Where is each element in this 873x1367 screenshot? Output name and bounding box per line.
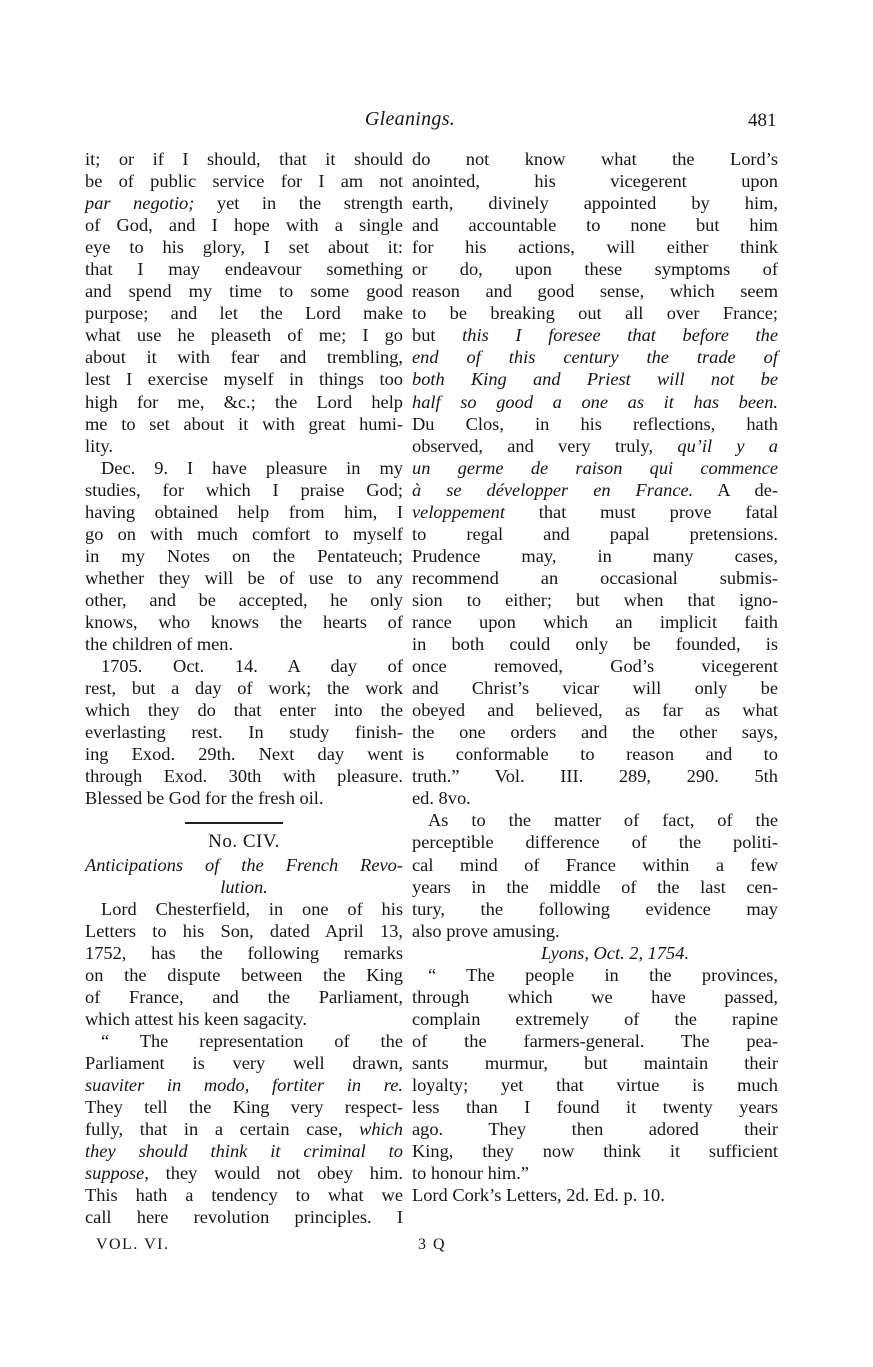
italic-text: un germe de raison qui commence bbox=[412, 457, 778, 478]
italic-text: à se développer en France. bbox=[412, 479, 694, 500]
text-line: whether they will be of use to any bbox=[85, 567, 403, 588]
section-number: No. CIV. bbox=[208, 831, 280, 853]
text-line: be of public service for I am not bbox=[85, 171, 403, 192]
running-head-title: Gleanings. bbox=[364, 108, 456, 130]
text-line: lest I exercise myself in things too bbox=[85, 369, 403, 390]
text-line: 1705. Oct. 14. A day of bbox=[101, 656, 403, 677]
italic-text: both King and Priest will not be bbox=[412, 369, 778, 390]
text-line: what use he pleaseth of me; I go bbox=[85, 325, 403, 346]
text-line: This hath a tendency to what we bbox=[85, 1185, 403, 1206]
text-line: loyalty; yet that virtue is much bbox=[412, 1074, 778, 1095]
text-line bbox=[412, 501, 778, 523]
text-line: recommend an occasional submis- bbox=[412, 567, 778, 588]
text-line: Du Clos, in his reflections, hath bbox=[412, 413, 778, 434]
text-line bbox=[412, 368, 778, 390]
text-segment: observed, and very truly, bbox=[412, 435, 678, 456]
italic-text: veloppement bbox=[412, 501, 505, 522]
text-line: They tell the King very respect- bbox=[85, 1097, 403, 1118]
text-line: once removed, God’s vicegerent bbox=[412, 656, 778, 677]
text-segment: that must prove fatal bbox=[504, 501, 778, 522]
text-line: rance upon which an implicit faith bbox=[412, 611, 778, 632]
text-line: that I may endeavour something bbox=[85, 259, 403, 280]
text-line: having obtained help from him, I bbox=[85, 501, 403, 522]
left-column bbox=[85, 148, 403, 1228]
text-line: “ The representation of the bbox=[101, 1030, 403, 1051]
text-line: anointed, his vicegerent upon bbox=[412, 171, 778, 192]
text-line bbox=[412, 346, 778, 368]
text-line: to regal and papal pretensions. bbox=[412, 523, 778, 544]
text-line bbox=[85, 1118, 403, 1140]
text-segment: they would not obey him. bbox=[148, 1163, 403, 1184]
text-line: other, and be accepted, he only bbox=[85, 589, 403, 610]
italic-text: they should think it criminal to bbox=[85, 1141, 403, 1162]
text-line: me to set about it with great humi- bbox=[85, 413, 403, 434]
text-line bbox=[412, 391, 778, 413]
running-head bbox=[0, 108, 873, 136]
text-line: reason and good sense, which seem bbox=[412, 281, 778, 302]
italic-text: suppose, bbox=[85, 1163, 149, 1184]
text-line bbox=[412, 479, 778, 501]
text-line: knows, who knows the hearts of bbox=[85, 611, 403, 632]
volume-label: VOL. VI. bbox=[96, 1236, 170, 1253]
text-line: sion to either; but when that igno- bbox=[412, 589, 778, 610]
text-line bbox=[412, 457, 778, 479]
text-line: go on with much comfort to myself bbox=[85, 523, 403, 544]
text-line: ago. They then adored their bbox=[412, 1119, 778, 1140]
text-line: which they do that enter into the bbox=[85, 700, 403, 721]
text-line bbox=[85, 1140, 403, 1162]
text-line: and Christ’s vicar will only be bbox=[412, 678, 778, 699]
text-line: tury, the following evidence may bbox=[412, 898, 778, 919]
text-line: Letters to his Son, dated April 13, bbox=[85, 920, 403, 941]
text-line: is conformable to reason and to bbox=[412, 744, 778, 765]
text-line: high for me, &c.; the Lord help bbox=[85, 391, 403, 412]
text-line: Lord Chesterfield, in one of his bbox=[101, 898, 403, 919]
text-line: eye to his glory, I set about it: bbox=[85, 237, 403, 258]
text-line bbox=[412, 324, 778, 346]
text-line: ing Exod. 29th. Next day went bbox=[85, 744, 403, 765]
text-line: through Exod. 30th with pleasure. bbox=[85, 766, 403, 787]
text-line: purpose; and let the Lord make bbox=[85, 303, 403, 324]
text-line: earth, divinely appointed by him, bbox=[412, 193, 778, 214]
text-line: rest, but a day of work; the work bbox=[85, 678, 403, 699]
page-number: 481 bbox=[748, 110, 777, 131]
text-line: Prudence may, in many cases, bbox=[412, 545, 778, 566]
right-column bbox=[412, 148, 778, 1206]
italic-text: qu’il y a bbox=[677, 435, 778, 456]
text-line: ed. 8vo. bbox=[412, 788, 471, 809]
text-line: “ The people in the provinces, bbox=[428, 964, 778, 985]
text-line: on the dispute between the King bbox=[85, 964, 403, 985]
text-line: through which we have passed, bbox=[412, 986, 778, 1007]
text-line: the one orders and the other says, bbox=[412, 722, 778, 743]
text-line bbox=[85, 1162, 403, 1184]
horizontal-rule bbox=[185, 822, 283, 824]
section-title-line-1: Anticipations of the French Revo- bbox=[85, 854, 403, 875]
text-line: for his actions, will either think bbox=[412, 237, 778, 258]
italic-text: par negotio; bbox=[85, 193, 195, 214]
text-segment: fully, that in a certain case, bbox=[85, 1119, 360, 1140]
text-line: everlasting rest. In study finish- bbox=[85, 722, 403, 743]
signature-mark: 3 Q bbox=[418, 1236, 447, 1253]
section-title-line-2: lution. bbox=[220, 876, 268, 897]
italic-text: half so good a one as it has been. bbox=[412, 391, 778, 412]
text-line: to be breaking out all over France; bbox=[412, 303, 778, 324]
text-line: Lord Cork’s Letters, 2d. Ed. p. 10. bbox=[412, 1185, 665, 1206]
left-column-text-after-section bbox=[85, 898, 403, 1229]
text-line: and accountable to none but him bbox=[412, 215, 778, 236]
italic-text: Lyons, Oct. 2, 1754. bbox=[540, 942, 690, 963]
text-line: or do, upon these symptoms of bbox=[412, 259, 778, 280]
text-line: which attest his keen sagacity. bbox=[85, 1008, 307, 1029]
text-line: Blessed be God for the fresh oil. bbox=[85, 788, 324, 809]
text-line: also prove amusing. bbox=[412, 920, 560, 941]
text-line: do not know what the Lord’s bbox=[412, 149, 778, 169]
text-line: to honour him.” bbox=[412, 1163, 529, 1184]
text-line bbox=[412, 942, 778, 964]
text-segment: A de- bbox=[693, 479, 778, 500]
text-line bbox=[85, 1074, 403, 1096]
text-line: Dec. 9. I have pleasure in my bbox=[101, 457, 403, 478]
text-line: it; or if I should, that it should bbox=[85, 149, 403, 169]
text-line: cal mind of France within a few bbox=[412, 854, 778, 875]
right-column-text bbox=[412, 148, 778, 1206]
text-line: sants murmur, but maintain their bbox=[412, 1052, 778, 1073]
text-segment: but bbox=[412, 325, 463, 346]
italic-text: which bbox=[359, 1119, 403, 1140]
text-line: Parliament is very well drawn, bbox=[85, 1052, 403, 1073]
text-line: 1752, has the following remarks bbox=[85, 942, 403, 963]
italic-text: this I foresee that before the bbox=[462, 325, 778, 346]
text-line: of the farmers-general. The pea- bbox=[412, 1030, 778, 1051]
text-segment: yet in the strength bbox=[194, 193, 403, 214]
text-line: obeyed and believed, as far as what bbox=[412, 700, 778, 721]
text-line: in both could only be founded, is bbox=[412, 634, 778, 655]
text-line: about it with fear and trembling, bbox=[85, 347, 403, 368]
section-divider bbox=[85, 809, 403, 831]
text-line: of God, and I hope with a single bbox=[85, 215, 403, 236]
text-line bbox=[412, 435, 778, 457]
text-line bbox=[85, 192, 403, 214]
text-line: As to the matter of fact, of the bbox=[428, 810, 778, 831]
italic-text: end of this century the trade of bbox=[412, 347, 778, 368]
text-line: studies, for which I praise God; bbox=[85, 479, 403, 500]
text-line: and spend my time to some good bbox=[85, 281, 403, 302]
text-line: King, they now think it sufficient bbox=[412, 1141, 778, 1162]
text-line: less than I found it twenty years bbox=[412, 1097, 778, 1118]
text-line: perceptible difference of the politi- bbox=[412, 832, 778, 853]
text-line: lity. bbox=[85, 435, 113, 456]
text-line: years in the middle of the last cen- bbox=[412, 876, 778, 897]
text-line: call here revolution principles. I bbox=[85, 1207, 403, 1228]
text-line: of France, and the Parliament, bbox=[85, 986, 403, 1007]
left-column-text bbox=[85, 148, 403, 809]
text-line: the children of men. bbox=[85, 634, 234, 655]
italic-text: suaviter in modo, fortiter in re. bbox=[85, 1074, 403, 1095]
text-line: in my Notes on the Pentateuch; bbox=[85, 545, 403, 566]
text-line: truth.” Vol. III. 289, 290. 5th bbox=[412, 766, 778, 787]
text-line: complain extremely of the rapine bbox=[412, 1008, 778, 1029]
